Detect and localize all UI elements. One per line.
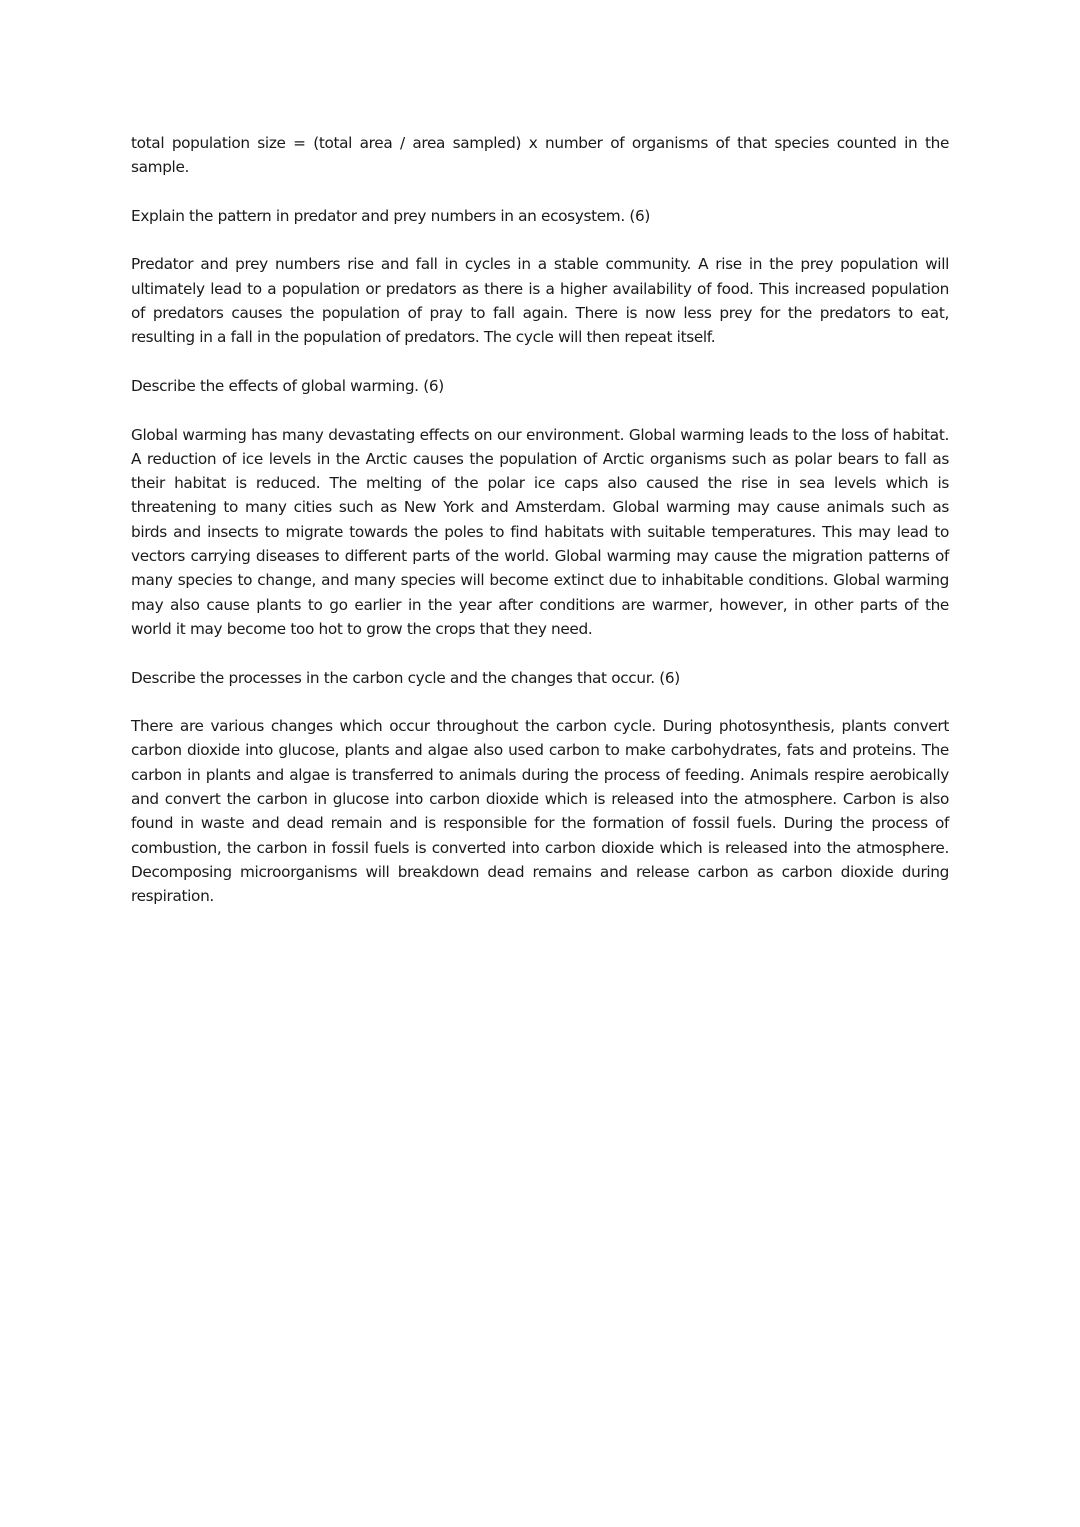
answer-predator-prey: Predator and prey numbers rise and fall in cycles in a stable community. A rise in the prey population will ultimately lead to a population or predators as there is a higher availability of food. This increased population of predators causes the population of pray to fall again. There is now less prey for the predators to eat, resulting in a fall in the population of predators. The cycle will then repeat itself.: [131, 255, 949, 347]
formula-paragraph: total population size = (total area / area sampled) x number of organisms of that species counted in the sample.: [131, 134, 949, 177]
question-carbon-cycle: Describe the processes in the carbon cycle and the changes that occur. (6): [131, 668, 680, 687]
question-predator-prey: Explain the pattern in predator and prey numbers in an ecosystem. (6): [131, 206, 650, 225]
answer-global-warming: Global warming has many devastating effects on our environment. Global warming leads to the loss of habitat. A reduction of ice levels in the Arctic causes the population of Arctic organisms such as polar bears to fall as their habitat is reduced. The melting of the polar ice caps also caused the rise in sea levels which is threatening to many cities such as New York and Amsterdam. Global warming may cause animals such as birds and insects to migrate towards the poles to find habitats with suitable temperatures. This may lead to vectors carrying diseases to different parts of the world. Global warming may cause the migration patterns of many species to change, and many species will become extinct due to inhabitable conditions. Global warming may also cause plants to go earlier in the year after conditions are warmer, however, in other parts of the world it may become too hot to grow the crops that they need.: [131, 425, 949, 638]
question-global-warming: Describe the effects of global warming. (6): [131, 376, 444, 395]
document-page: [131, 131, 949, 933]
answer-carbon-cycle: There are various changes which occur throughout the carbon cycle. During photosynthesis, plants convert carbon dioxide into glucose, plants and algae also used carbon to make carbohydrates, fats and proteins. The carbon in plants and algae is transferred to animals during the process of feeding. Animals respire aerobically and convert the carbon in glucose into carbon dioxide which is released into the atmosphere. Carbon is also found in waste and dead remain and is responsible for the formation of fossil fuels. During the process of combustion, the carbon in fossil fuels is converted into carbon dioxide which is released into the atmosphere. Decomposing microorganisms will breakdown dead remains and release carbon as carbon dioxide during respiration.: [131, 717, 949, 906]
